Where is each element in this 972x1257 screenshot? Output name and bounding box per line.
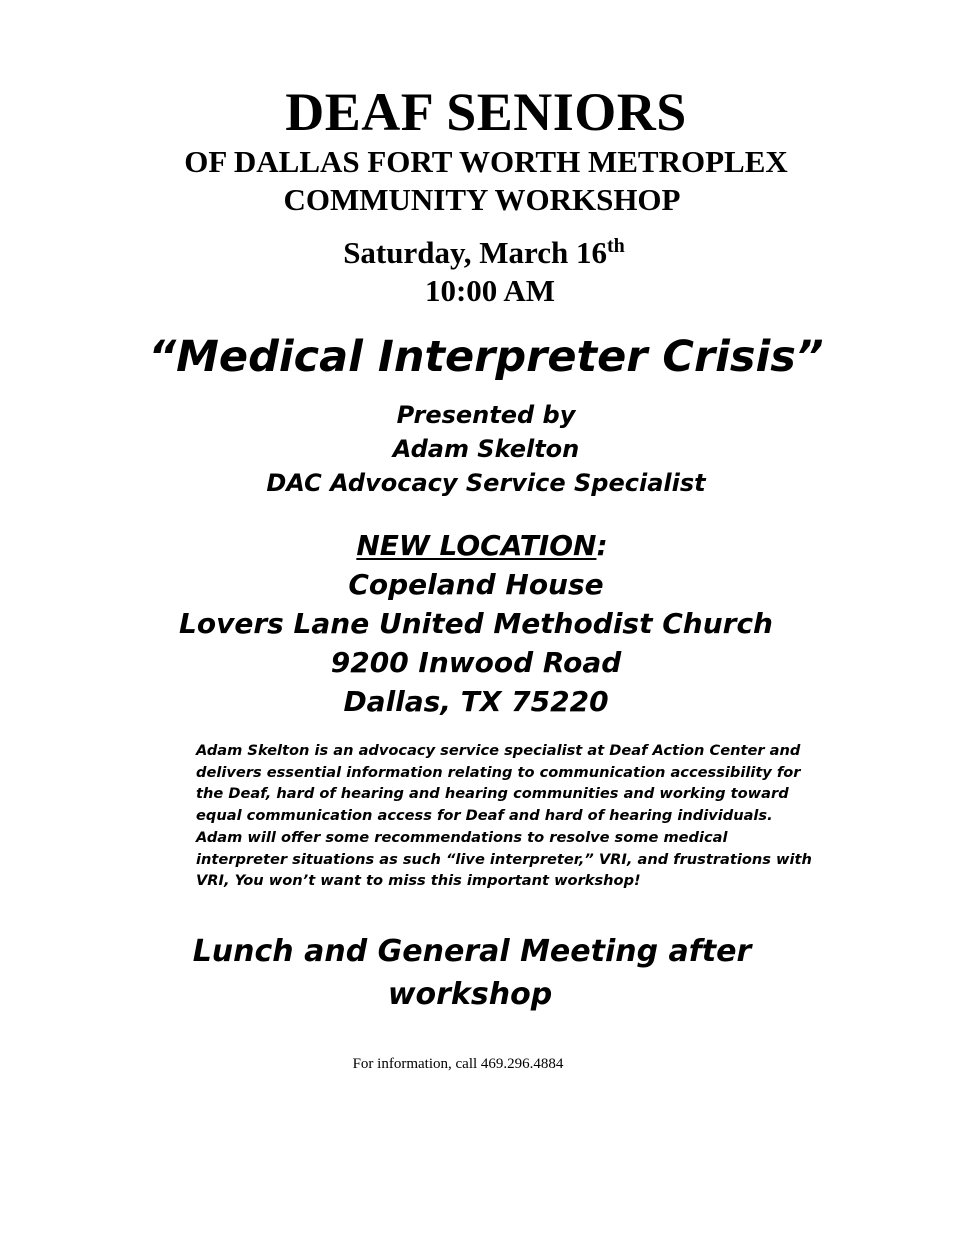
flyer-subtitle-workshop: COMMUNITY WORKSHOP bbox=[283, 182, 681, 217]
talk-title: “Medical Interpreter Crisis” bbox=[148, 332, 824, 382]
location-heading-text: NEW LOCATION bbox=[356, 529, 597, 562]
location-heading bbox=[0, 526, 968, 565]
event-date-text: Saturday, March 16 bbox=[343, 235, 607, 270]
bio-line: delivers essential information relating to communication accessibility for bbox=[196, 763, 801, 781]
bio-line: Adam Skelton is an advocacy service specialist at Deaf Action Center and bbox=[196, 742, 801, 759]
presenter-bio bbox=[196, 740, 812, 892]
location-church: Lovers Lane United Methodist Church bbox=[179, 607, 773, 640]
bio-line: Adam will offer some recommendations to resolve some medical bbox=[196, 828, 728, 846]
presenter-name: Adam Skelton bbox=[392, 435, 580, 463]
location-city-state-zip: Dallas, TX 75220 bbox=[343, 685, 609, 718]
presented-by-label: Presented by bbox=[396, 401, 576, 429]
event-time: 10:00 AM bbox=[424, 273, 555, 308]
location-name: Copeland House bbox=[348, 568, 604, 601]
contact-info: For information, call 469.296.4884 bbox=[352, 1056, 564, 1072]
presenter-role: DAC Advocacy Service Specialist bbox=[266, 469, 706, 497]
location-heading-colon: : bbox=[596, 529, 608, 562]
location-street-address: 9200 Inwood Road bbox=[330, 646, 622, 679]
event-date-ordinal-suffix: th bbox=[607, 235, 625, 257]
event-date bbox=[0, 234, 970, 272]
bio-line: equal communication access for Deaf and hard of hearing individuals. bbox=[196, 807, 773, 825]
bio-line: VRI, You won’t want to miss this important workshop! bbox=[196, 872, 641, 890]
after-event-note-line1: Lunch and General Meeting after bbox=[192, 934, 752, 969]
bio-line: the Deaf, hard of hearing and hearing communities and working toward bbox=[196, 785, 789, 803]
flyer-title: DEAF SENIORS bbox=[285, 82, 687, 142]
after-event-note-line2: workshop bbox=[387, 977, 553, 1012]
flyer-subtitle-organization: OF DALLAS FORT WORTH METROPLEX bbox=[184, 144, 788, 179]
bio-line: interpreter situations as such “live interpreter,” VRI, and frustrations with bbox=[196, 850, 812, 868]
